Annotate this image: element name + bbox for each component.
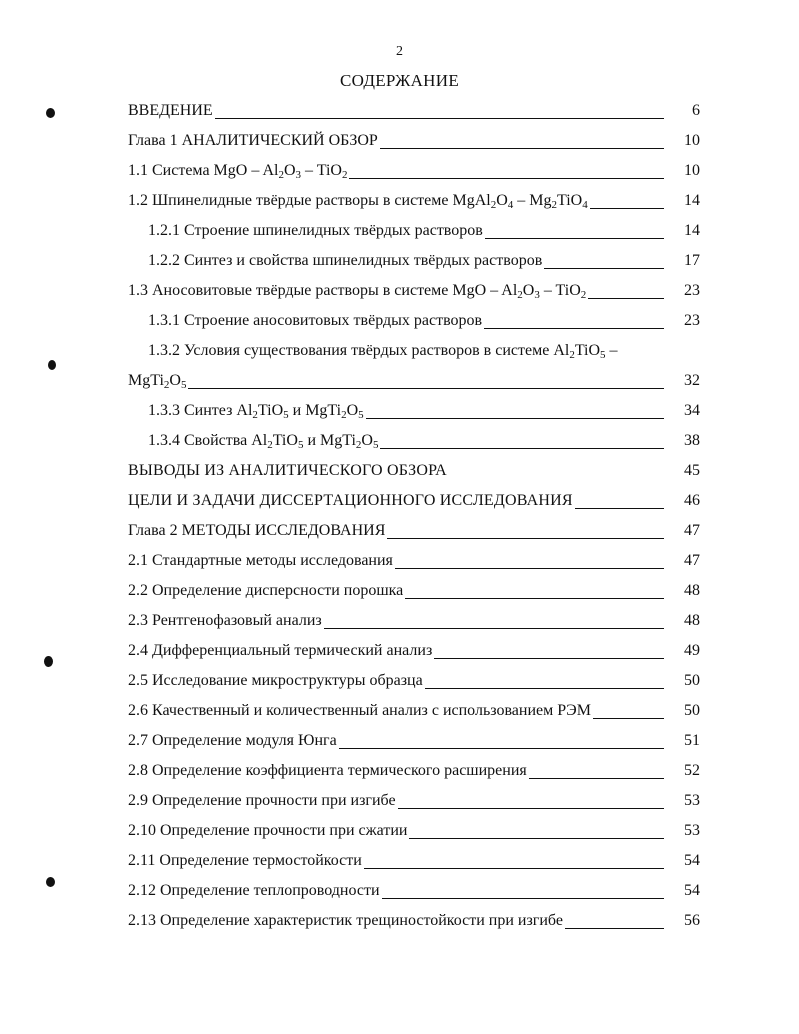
- scan-speck: [46, 877, 55, 887]
- toc-leader: [590, 208, 664, 209]
- toc-entry-page: 38: [684, 432, 700, 449]
- toc-leader: [382, 898, 664, 899]
- toc-entry-page: 53: [684, 822, 700, 839]
- toc-entry-1-2[interactable]: [128, 186, 700, 216]
- toc-entry-label: 2.9 Определение прочности при изгибе: [128, 792, 396, 809]
- toc-entry-1-3-4[interactable]: [128, 426, 700, 456]
- toc-entry-label: Глава 1 АНАЛИТИЧЕСКИЙ ОБЗОР: [128, 132, 378, 149]
- scan-speck: [44, 656, 53, 667]
- toc-entry-page: 45: [684, 462, 700, 479]
- toc-leader: [588, 298, 664, 299]
- toc-leader: [398, 808, 664, 809]
- toc-entry-label: 2.10 Определение прочности при сжатии: [128, 822, 408, 839]
- toc-entry-1-3-1[interactable]: [128, 306, 700, 336]
- toc-leader: [324, 628, 664, 629]
- toc-entry-introduction[interactable]: [128, 96, 700, 126]
- toc-entry-label: 1.2 Шпинелидные твёрдые растворы в системе $MgAl_2O_4 - Mg_2TiO_4$: [128, 192, 588, 211]
- toc-leader: [405, 598, 664, 599]
- toc-leader: [366, 418, 664, 419]
- toc-entry-label: 2.6 Качественный и количественный анализ с использованием РЭМ: [128, 702, 591, 719]
- toc-entry-2-2[interactable]: [128, 576, 700, 606]
- toc-entry-page: 23: [684, 312, 700, 329]
- toc-leader: [215, 118, 664, 119]
- toc-entry-page: 14: [684, 222, 700, 239]
- toc-entry-label: 2.13 Определение характеристик трещиностойкости при изгибе: [128, 912, 563, 929]
- toc-entry-label: 2.11 Определение термостойкости: [128, 852, 362, 869]
- toc-entry-2-11[interactable]: [128, 846, 700, 876]
- toc-entry-page: 50: [684, 702, 700, 719]
- toc-entry-page: 48: [684, 582, 700, 599]
- toc-entry-2-8[interactable]: [128, 756, 700, 786]
- page-number: 2: [396, 44, 403, 59]
- toc-entry-label: 1.1 Система MgO – $Al_2O_3 - TiO_2$: [128, 162, 348, 181]
- toc-leader: [529, 778, 664, 779]
- toc-entry-1-2-1[interactable]: [128, 216, 700, 246]
- toc-entry-2-3[interactable]: [128, 606, 700, 636]
- toc-entry-1-1[interactable]: [128, 156, 700, 186]
- toc-entry-label: 1.3.1 Строение аносовитовых твёрдых растворов: [148, 312, 483, 329]
- toc-leader: [387, 538, 664, 539]
- toc-entry-label: 1.2.2 Синтез и свойства шпинелидных твёрдых растворов: [148, 252, 543, 269]
- toc-entry-chapter-1[interactable]: [128, 126, 700, 156]
- toc-entry-page: 53: [684, 792, 700, 809]
- toc-leader: [349, 178, 664, 179]
- toc-entry-page: 23: [684, 282, 700, 299]
- toc-leader: [544, 268, 664, 269]
- toc-entry-label: ЦЕЛИ И ЗАДАЧИ ДИССЕРТАЦИОННОГО ИССЛЕДОВАНИЯ: [128, 492, 573, 509]
- toc-entry-page: 32: [684, 372, 700, 389]
- scan-speck: [48, 360, 56, 370]
- toc-entry-label: 2.5 Исследование микроструктуры образца: [128, 672, 423, 689]
- toc-entry-2-13[interactable]: [128, 906, 700, 936]
- toc-entry-1-3-3[interactable]: [128, 396, 700, 426]
- toc-leader: [575, 508, 664, 509]
- toc-entry-label: 1.3.2 Условия существования твёрдых растворов в системе $Al_2TiO_5$ –: [148, 342, 618, 361]
- toc-entry-2-7[interactable]: [128, 726, 700, 756]
- toc-leader: [409, 838, 664, 839]
- toc-entry-2-12[interactable]: [128, 876, 700, 906]
- toc-entry-page: 46: [684, 492, 700, 509]
- toc-entry-2-5[interactable]: [128, 666, 700, 696]
- toc-entry-label: 2.8 Определение коэффициента термического расширения: [128, 762, 527, 779]
- toc-entry-page: 34: [684, 402, 700, 419]
- toc-entry-2-10[interactable]: [128, 816, 700, 846]
- toc-entry-label: ВЫВОДЫ ИЗ АНАЛИТИЧЕСКОГО ОБЗОРА: [128, 462, 447, 479]
- toc-entry-page: 10: [684, 162, 700, 179]
- toc-leader: [395, 568, 664, 569]
- toc-leader: [484, 328, 664, 329]
- toc-leader: [380, 448, 664, 449]
- toc-entry-goals[interactable]: [128, 486, 700, 516]
- toc-entry-label: 2.4 Дифференциальный термический анализ: [128, 642, 433, 659]
- toc-entry-label: 2.3 Рентгенофазовый анализ: [128, 612, 322, 629]
- toc-entry-chapter-2[interactable]: [128, 516, 700, 546]
- toc-leader: [364, 868, 664, 869]
- toc-leader: [339, 748, 664, 749]
- toc-entry-page: 54: [684, 882, 700, 899]
- toc-entry-2-6[interactable]: [128, 696, 700, 726]
- toc-entry-1-3[interactable]: [128, 276, 700, 306]
- toc-entry-label: $MgTi_2O_5$: [128, 372, 187, 391]
- toc-entry-page: 49: [684, 642, 700, 659]
- toc-entry-label: 2.7 Определение модуля Юнга: [128, 732, 337, 749]
- toc-entry-label: 2.12 Определение теплопроводности: [128, 882, 380, 899]
- toc-leader: [425, 688, 664, 689]
- toc-entry-1-2-2[interactable]: [128, 246, 700, 276]
- toc-entry-2-1[interactable]: [128, 546, 700, 576]
- toc-entry-label: 1.3.3 Синтез $Al_2TiO_5$ и $MgTi_2O_5$: [148, 402, 364, 421]
- toc-leader: [593, 718, 664, 719]
- toc-leader: [380, 148, 664, 149]
- toc-entry-label: Глава 2 МЕТОДЫ ИССЛЕДОВАНИЯ: [128, 522, 386, 539]
- toc-entry-page: 47: [684, 522, 700, 539]
- toc-entry-label: 1.3.4 Свойства $Al_2TiO_5$ и $MgTi_2O_5$: [148, 432, 379, 451]
- toc-entry-page: 50: [684, 672, 700, 689]
- toc-entry-page: 51: [684, 732, 700, 749]
- toc-entry-2-9[interactable]: [128, 786, 700, 816]
- toc-entry-review-conclusions[interactable]: [128, 456, 700, 486]
- toc-entry-label: 1.2.1 Строение шпинелидных твёрдых растворов: [148, 222, 483, 239]
- toc-leader: [565, 928, 664, 929]
- toc-entry-page: 6: [692, 102, 700, 119]
- toc-entry-page: 47: [684, 552, 700, 569]
- toc-entry-page: 56: [684, 912, 700, 929]
- toc-leader: [485, 238, 664, 239]
- toc-entry-page: 14: [684, 192, 700, 209]
- toc-entry-label: ВВЕДЕНИЕ: [128, 102, 213, 119]
- toc-entry-page: 17: [684, 252, 700, 269]
- toc-entry-1-3-2[interactable]: [128, 336, 700, 366]
- toc-entry-page: 52: [684, 762, 700, 779]
- toc-entry-label: 2.1 Стандартные методы исследования: [128, 552, 393, 569]
- toc-entry-1-3-2-continued[interactable]: [128, 366, 700, 396]
- toc-leader: [434, 658, 664, 659]
- toc-entry-2-4[interactable]: [128, 636, 700, 666]
- scan-speck: [46, 108, 55, 118]
- toc-title: СОДЕРЖАНИЕ: [339, 71, 460, 90]
- toc-entry-page: 54: [684, 852, 700, 869]
- toc-entry-page: 10: [684, 132, 700, 149]
- toc-entry-label: 2.2 Определение дисперсности порошка: [128, 582, 404, 599]
- toc-entry-page: 48: [684, 612, 700, 629]
- toc-leader: [188, 388, 664, 389]
- toc-entry-label: 1.3 Аносовитовые твёрдые растворы в системе MgO – $Al_2O_3 - TiO_2$: [128, 282, 587, 301]
